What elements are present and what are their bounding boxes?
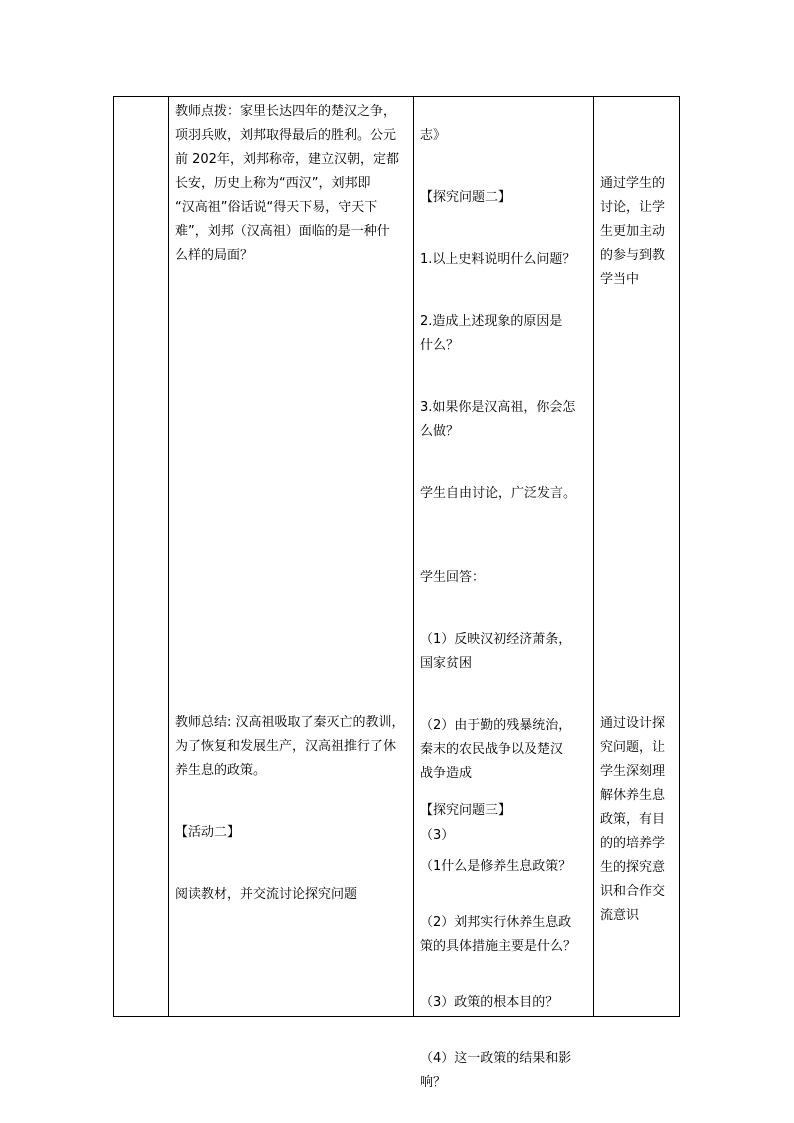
teacher-activity-section bbox=[175, 687, 413, 931]
column-divider-2 bbox=[413, 97, 414, 1016]
inquiry-three-q4: （4）这一政策的结果和影 响？ bbox=[420, 1051, 572, 1090]
inquiry-three-q1: （1什么是修养生息政策？ bbox=[420, 859, 572, 874]
inquiry-three-title: 【探究问题三】 bbox=[420, 803, 512, 818]
inquiry-two-q3: 3.如果你是汉高祖，你会怎 么做？ bbox=[420, 400, 576, 439]
lesson-plan-table bbox=[113, 96, 680, 1090]
student-activity-section bbox=[420, 100, 592, 872]
inquiry-three-q3: （3）政策的根本目的？ bbox=[420, 995, 559, 1010]
design-purpose-2: 通过设计探 究问题，让 学生深刻理 解休养生息 政策，有目 的的培养学 生的探究意 识和合作交 流意识 bbox=[600, 716, 666, 923]
column-divider-1 bbox=[168, 97, 169, 1016]
design-purpose-1: 通过学生的 讨论，让学 生更加主动 的参与到教 学当中 bbox=[600, 176, 666, 287]
column-divider-3 bbox=[593, 97, 594, 1016]
activity-two-title: 【活动二】 bbox=[175, 825, 241, 840]
student-answer-title: 学生回答： bbox=[420, 570, 486, 585]
inquiry-three-q2: （2）刘邦实行休养生息政 策的具体措施主要是什么？ bbox=[420, 915, 577, 954]
activity-two-text: 阅读教材，并交流讨论探究问题 bbox=[175, 887, 358, 902]
student-answer-1: （1）反映汉初经济萧条， 国家贫困 bbox=[420, 632, 572, 671]
student-answer-2: （2）由于勤的残暴统治， 秦末的农民战争以及楚汉 战争造成 bbox=[420, 718, 572, 781]
teacher-tip: 教师点拨：家里长达四年的楚汉之争， 项羽兵败，刘邦取得最后的胜利。公元 前 202年，刘邦称帝，建立汉朝，定都 长安，历史上称为“西汉”，刘邦即 “汉高祖”俗话说“得天下易，守天下 难”，刘邦（汉高祖）面临的是一种什 么样的局面？ bbox=[175, 104, 399, 263]
teacher-summary: 教师总结: 汉高祖吸取了秦灭亡的教训， 为了恢复和发展生产，汉高祖推行了休 养生息的政策。 bbox=[175, 715, 405, 778]
inquiry-three-section bbox=[420, 775, 592, 1119]
inquiry-two-q1: 1.以上史料说明什么问题？ bbox=[420, 252, 576, 267]
inquiry-two-q2: 2.造成上述现象的原因是 什么？ bbox=[420, 314, 563, 353]
student-answer-3: （3） bbox=[420, 828, 455, 843]
student-discussion: 学生自由讨论，广泛发言。 bbox=[420, 486, 577, 501]
continued-text: 志》 bbox=[420, 128, 447, 143]
inquiry-two-title: 【探究问题二】 bbox=[420, 190, 512, 205]
